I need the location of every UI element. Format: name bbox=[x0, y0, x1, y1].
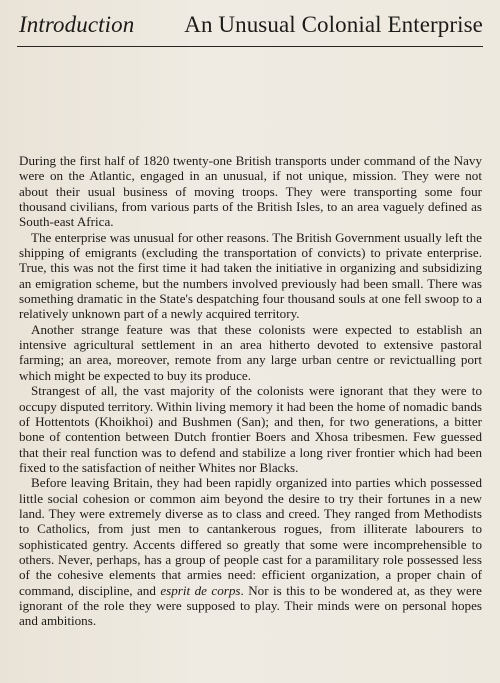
section-label: Introduction bbox=[19, 12, 135, 37]
chapter-title: An Unusual Colonial Enterprise bbox=[184, 12, 483, 37]
paragraph: Another strange feature was that these colonists were expected to establish an intensive agricultural settlement in an area hitherto devoted to extensive pastoral farming; an area, moreover, remote from any large urban centre or revictualling port which might be expected to buy its produce. bbox=[19, 321, 482, 383]
paragraph-text: . Nor is this to be wondered at, as they were ignorant of the role they were supposed to play. Their minds were on personal hopes and ambitions. bbox=[19, 582, 482, 629]
running-header bbox=[17, 6, 483, 47]
paragraph bbox=[19, 475, 482, 628]
emphasized-phrase: esprit de corps bbox=[160, 582, 241, 598]
body-text bbox=[19, 153, 482, 629]
paragraph: The enterprise was unusual for other reasons. The British Government usually left the shipping of emigrants (excluding the transportation of convicts) to private enterprise. True, this was not the first time it had taken the initiative in organizing and subsidizing an emigration scheme, but the numbers involved previously had been small. There was something dramatic in the State's despatching four thousand souls at one fell swoop to a relatively unknown part of a newly acquired territory. bbox=[19, 229, 482, 322]
paragraph: During the first half of 1820 twenty-one British transports under command of the Navy were on the Atlantic, engaged in an unusual, if not unique, mission. They were not about their usual business of moving troops. They were transporting some four thousand civilians, from various parts of the British Isles, to an area vaguely defined as South-east Africa. bbox=[19, 153, 482, 230]
paragraph: Strangest of all, the vast majority of the colonists were ignorant that they were to occupy disputed territory. Within living memory it had been the home of nomadic bands of Hottentots (Khoikhoi) and Bushmen (San); and then, for two generations, a bitter bone of contention between Dutch frontier Boers and Xhosa tribesmen. Few guessed that their real function was to defend and stabilize a long river frontier which had been fixed to the satisfaction of neither Whites nor Blacks. bbox=[19, 383, 482, 475]
paragraph-text: Before leaving Britain, they had been rapidly organized into parties which possessed little social cohesion or common aim beyond the desire to try their fortunes in a new land. They were extremely diverse as to class and creed. They ranged from Methodists to Catholics, from just men to cantankerous rogues, from illiterate labourers to sophisticated gentry. Accents differed so greatly that some were incomprehensible to others. Never, perhaps, has a group of people cast for a paramilitary role possessed less of the cohesive elements that armies need: efficient organization, a proper chain of command, discipline, and bbox=[19, 475, 482, 598]
